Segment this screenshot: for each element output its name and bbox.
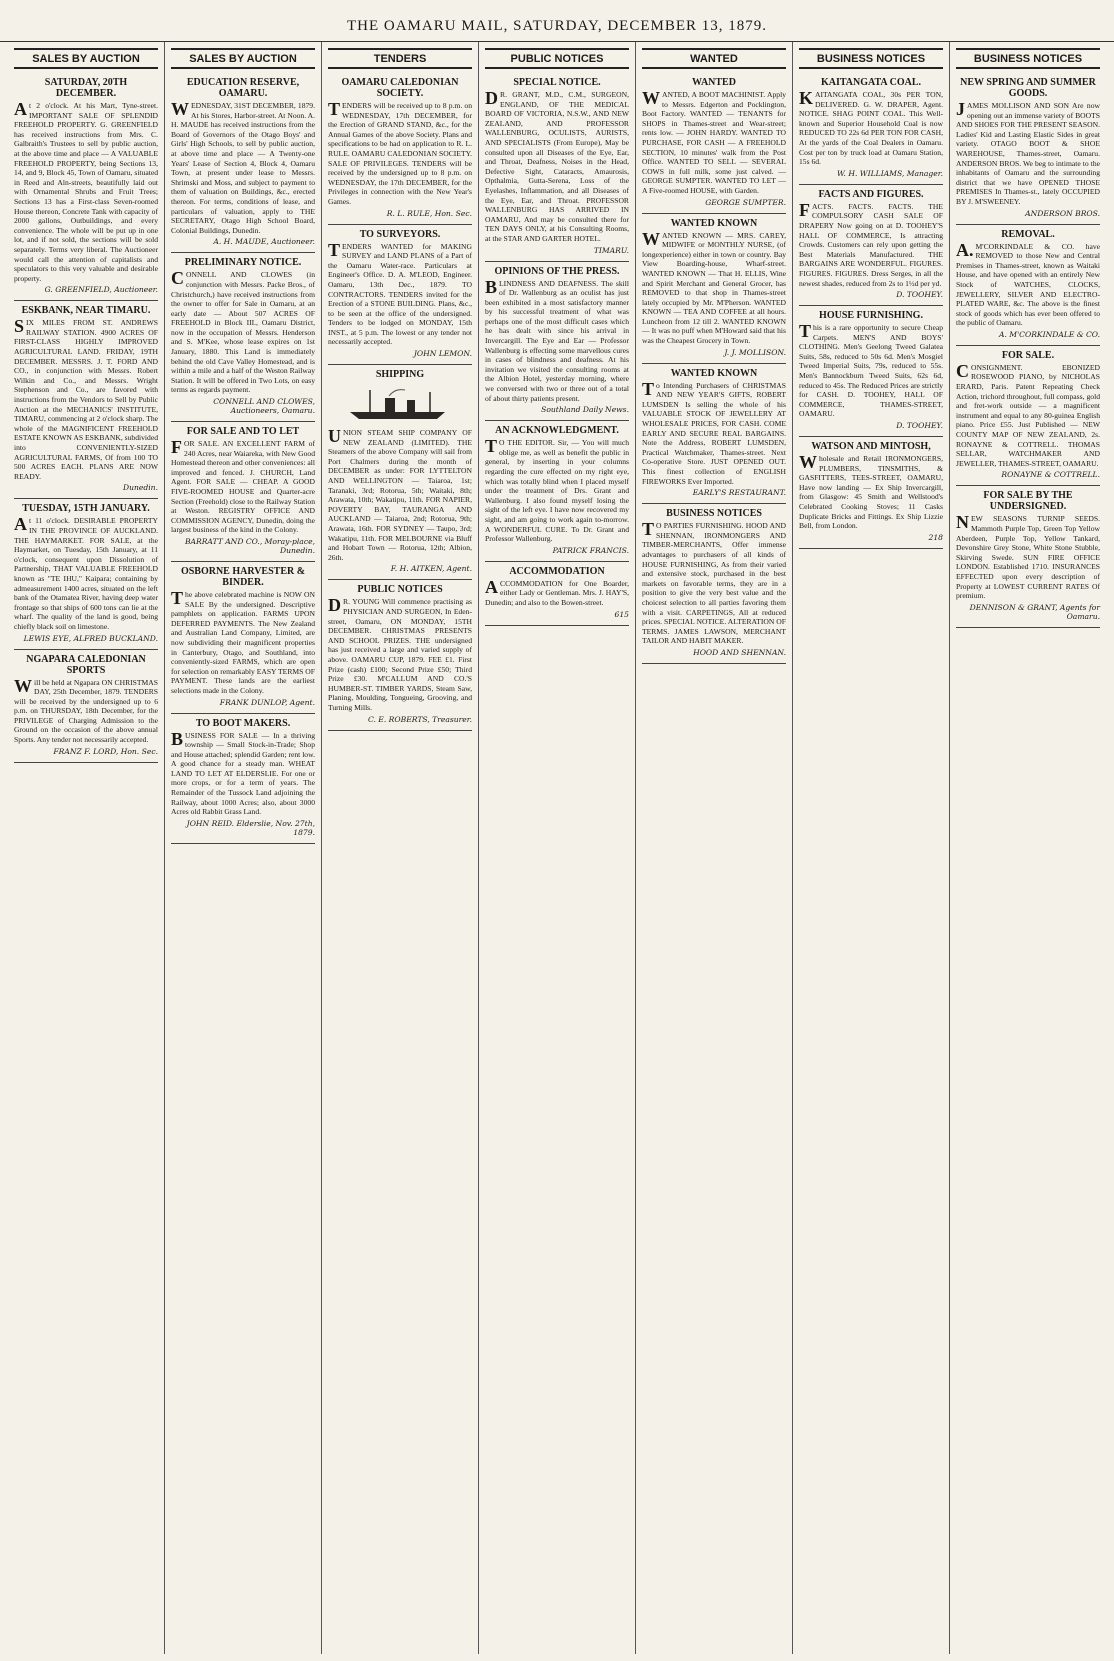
advertisement (328, 365, 472, 580)
ad-signature: BARRATT AND CO., Moray-place, Dunedin. (184, 536, 315, 555)
ad-signature: JOHN LEMON. (413, 349, 472, 359)
advertisement (328, 73, 472, 225)
ad-signature: D. TOOHEY. (896, 290, 943, 300)
ad-title: OAMARU CALEDONIAN SOCIETY. (341, 77, 459, 99)
ad-body: TO PARTIES FURNISHING. HOOD AND SHENNAN, IRONMONGERS AND TIMBER-MERCHANTS, Offer immense advantages to purchasers of all kinds of HOUSE FURNISHING, As from their varied and extensive stock, purchased in the best markets on favorable terms, they are in a position to give the very best value and the choicest selection to all parties favoring them with a visit. CARPETINGS, All at reduced prices. SPECIAL NOTICE. ALTERATION OF TERMS. JAMES LAWSON, MERCHANT TAILOR AND HABIT MAKER. (642, 519, 786, 646)
ad-signature: D. TOOHEY. (896, 421, 943, 431)
column-6 (793, 42, 950, 1654)
ad-body: WANTED, A BOOT MACHINIST. Apply to Messrs. Edgerton and Pocklington, Boot Factory. WANTED — TENANTS for SHOPS in Thames-street and Wear-street; rents low. — JOHN HARDY. WANTED TO PURCHASE, FOR CASH — A FREEHOLD SECTION, 10 minutes' walk from the Post Office. WANTED TO SELL — SEVERAL COWS in full milk, some just calved. — GEORGE SUMPTER. WANTED TO LET — A Five-roomed HOUSE, with Garden. (642, 88, 786, 195)
ad-title: ACCOMMODATION (509, 565, 605, 577)
ad-body: SIX MILES FROM ST. ANDREWS RAILWAY STATION. 4900 ACRES OF FIRST-CLASS HIGHLY IMPROVED AGRICULTURAL LAND. FRIDAY, 19TH DECEMBER. MESSRS. J. T. FORD AND CO., in conjunction with Messrs. Robert Wilkin and Co., and Messrs. Wright Stephenson and Co., are favored with instructions from the Vendors to Sell by Public Auction at the MECHANICS' INSTITUTE, TIMARU, commencing at 2 o'clock sharp. The whole of the MAGNIFICENT FREEHOLD ESTATE KNOWN AS ESKBANK, subdivided into CONVENIENTLY-SIZED AGRICULTURAL FARMS, Of from 100 TO 500 ACRES EACH. PLANS ARE NOW READY. (14, 316, 158, 481)
ad-title: AN ACKNOWLEDGMENT. (495, 425, 619, 437)
ad-body: NEW SEASONS TURNIP SEEDS. Mammoth Purple Top, Green Top Yellow Aberdeen, Purple Top, Yellow Tankard, Devonshire Grey Stone, White Stone Stubble, Skirving Swede. SUN FIRE OFFICE LONDON. Established 1710. INSURANCES EFFECTED upon every description of Property at LOWEST CURRENT RATES Of premium. (956, 512, 1100, 601)
advertisement (171, 422, 315, 562)
ad-signature: W. H. WILLIAMS, Manager. (837, 168, 943, 178)
ad-body: TO THE EDITOR. Sir, — You will much oblige me, as well as benefit the public in general, by inserting in your columns regarding the cure effected on my right eye, which was totally blind when I placed myself under the treatment of Drs. Grant and Wallenburg. I also found myself losing the sight of the left eye. I have now recovered my sight, and am going to work again to-morrow. A WONDERFUL CURE. To Dr. Grant and Professor Wallenburg. (485, 436, 629, 544)
advertisement (485, 73, 629, 262)
ad-title: NGAPARA CALEDONIAN SPORTS (26, 653, 146, 676)
ad-title: NEW SPRING AND SUMMER GOODS. (960, 77, 1096, 99)
column-heading: SALES BY AUCTION (171, 48, 315, 69)
column-heading: PUBLIC NOTICES (485, 48, 629, 69)
advertisement (799, 437, 943, 549)
ad-body: DR. GRANT, M.D., C.M., SURGEON, ENGLAND, OF THE MEDICAL BOARD OF VICTORIA, N.S.W., AND NEW ZEALAND, AND PROFESSOR WALLENBURG, OCULISTS, AURISTS, AND SPECIALISTS (From Europe), May be consulted upon all Diseases of the Eye, Ear, and Throat, Deafness, Noises in the Head, Defective Sight, Cataracts, Amaurosis, Opthalmia, Gutta-Serena, Loss of the Eyelashes, Inflammation, and all Diseases of the Eye, Ear, and Throat. PROFESSOR WALLENBURG HAS ARRIVED IN OAMARU, And may be consulted there for TEN DAYS ONLY, at his Consulting Rooms, at the STAR AND GARTER HOTEL. (485, 88, 629, 243)
ad-title: TO SURVEYORS. (359, 228, 441, 240)
ad-body: Wholesale and Retail IRONMONGERS, PLUMBERS, TINSMITHS, & GASFITTERS, TEES-STREET, OAMARU, Have now landing — Ex Ship Invercargill, from Glasgow: 45 Smith and Wellstood's Celebrated Cooking Stoves; 11 Casks Duplicate Bricks and Fittings. Ex Ship Lizzie Bell, from London. (799, 452, 943, 531)
newspaper-columns (8, 42, 1106, 1654)
ad-signature: J. J. MOLLISON. (724, 347, 786, 357)
ad-title: OSBORNE HARVESTER & BINDER. (180, 565, 306, 588)
advertisement (799, 306, 943, 437)
ad-body: At 2 o'clock. At his Mart, Tyne-street. IMPORTANT SALE OF SPLENDID FREEHOLD PROPERTY. G. GREENFIELD has received instructions from Mrs. C. Galbraith's Trustees to sell by public auction, at the above time and place — A VALUABLE FREEHOLD PROPERTY, being Sections 13, 14, and 9, Block 45, Town of Oamaru, situated in Reed and Aln-streets, beautifully laid out with Ornamental Shrubs and Fruit Trees; Sections 13 has a First-class Seven-roomed House thereon, Concrete Tank with capacity of 2000 gallons, Outbuildings, and every convenience. The whole will be put up in one lot, and if not sold, the sections will be sold separately. Terms very liberal. The Auctioneer would call the attention of capitalists and speculators to this very valuable and desirable property. (14, 99, 158, 283)
ad-title: FOR SALE AND TO LET (186, 426, 300, 438)
ad-body: ACCOMMODATION for One Boarder, either Lady or Gentleman. Mrs. J. HAY'S, Dunedin; and also to the Bowen-street. (485, 576, 629, 607)
ad-title: SHIPPING (375, 369, 425, 381)
ad-signature: 218 (928, 532, 943, 542)
ad-body: FOR SALE. AN EXCELLENT FARM of 240 Acres, near Waiareka, with New Good Homestead thereon and other conveniences: all improved and fenced. J. CHURCH, Land Agent. FOR SALE — CHEAP. A GOOD FIVE-ROOMED HOUSE and Quarter-acre Section (Freehold) close to the Railway Station at Weston. REGISTRY OFFICE AND COMMISSION AGENCY, Dunedin, doing the largest business of the kind in the Colony. (171, 437, 315, 535)
ad-title: BUSINESS NOTICES (666, 508, 762, 520)
advertisement (328, 580, 472, 730)
advertisement (799, 185, 943, 306)
column-heading: BUSINESS NOTICES (956, 48, 1100, 69)
ad-signature: PATRICK FRANCIS. (552, 545, 629, 555)
advertisement (171, 714, 315, 844)
ad-signature: EARLY'S RESTAURANT. (692, 488, 786, 498)
advertisement (956, 73, 1100, 225)
ad-title: WANTED KNOWN (670, 367, 758, 379)
ad-signature: RONAYNE & COTTRELL. (1001, 470, 1100, 480)
ad-signature: GEORGE SUMPTER. (705, 197, 786, 207)
ad-signature: Southland Daily News. (541, 405, 629, 415)
advertisement (485, 262, 629, 422)
ad-signature: F. H. AITKEN, Agent. (390, 564, 472, 574)
ad-signature: CONNELL AND CLOWES, Auctioneers, Oamaru. (213, 397, 315, 416)
advertisement (642, 504, 786, 664)
ad-body: This is a rare opportunity to secure Cheap Carpets. MEN'S AND BOYS' CLOTHING. Men's Geelong Tweed Galatea Suits, 58s, reduced to 50s 6d. Men's Mosgiel Tweed Imperial Suits, 79s, reduced to 55s. Men's Bannockburn Tweed Suits, 62s 6d, reduced to 45s. The Reduced Prices are strictly for CASH. D. TOOHEY, HALL OF COMMERCE, THAMES-STREET, OAMARU. (799, 321, 943, 419)
ad-signature: Dunedin. (123, 483, 158, 493)
advertisement (956, 225, 1100, 346)
advertisement (14, 301, 158, 499)
ad-body: A.M'CORKINDALE & CO. have REMOVED to those New and Central Premises in Thames-street, known as Waitaki House, and have opened with an entirely New Stock of WATCHES, CLOCKS, JEWELLERY, SILVER AND ELECTRO-PLATED WARE, &c. The above is the finest stock of goods which has ever been offered to the public of Oamaru. (956, 239, 1100, 328)
ad-signature: LEWIS EYE, ALFRED BUCKLAND. (23, 633, 158, 643)
ad-title: WANTED KNOWN (670, 217, 758, 229)
column-heading: TENDERS (328, 48, 472, 69)
advertisement (14, 499, 158, 649)
advertisement (956, 346, 1100, 487)
ad-title: ESKBANK, NEAR TIMARU. (21, 305, 151, 317)
advertisement (328, 225, 472, 366)
ad-signature: HOOD AND SHENNAN. (693, 647, 786, 657)
advertisement (642, 214, 786, 364)
ad-title: TO BOOT MAKERS. (195, 717, 291, 729)
ad-body: UNION STEAM SHIP COMPANY OF NEW ZEALAND (LIMITED). THE Steamers of the above Company will sail from Port Chalmers during the month of DECEMBER as under: FOR LYTTELTON AND WELLINGTON — Taiaroa, 1st; Taranaki, 3rd; Rotorua, 5th; Waitaki, 8th; Arawata, 10th; Wakatipu, 11th. FOR NAPIER, POVERTY BAY, TAURANGA AND AUCKLAND — Taiaroa, 2nd; Rotorua, 9th; Arawata, 16th. FOR SYDNEY — Taupo, 3rd; Wakatipu, 11th. FOR MELBOURNE via Bluff and Hobart Town — Rotorua, 12th; Albion, 26th. (328, 426, 472, 562)
ad-signature: C. E. ROBERTS, Treasurer. (367, 714, 472, 724)
advertisement (171, 562, 315, 714)
ad-title: PUBLIC NOTICES (357, 584, 443, 596)
ad-title: SATURDAY, 20TH DECEMBER. (44, 77, 128, 99)
ad-body: KAITANGATA COAL, 30s PER TON, DELIVERED. G. W. DRAPER, Agent. NOTICE. SHAG POINT COAL. This Well-known and Superior Household Coal is now REDUCED TO 22s 6d PER TON FOR CASH, At the yards of the Coal Dealers in Oamaru. Cost per ton by truck load at Oamaru Station, 15s 6d. (799, 88, 943, 167)
ad-body: JAMES MOLLISON AND SON Are now opening out an immense variety of BOOTS AND SHOES FOR THE PRESENT SEASON. Ladies' Kid and Lasting Elastic Sides in great variety. OTAGO BOOT & SHOE WAREHOUSE, Thames-street, Oamaru. ANDERSON BROS. We beg to intimate to the inhabitants of Oamaru and the surrounding district that we have OPENED THOSE PREMISES In Thames-st., lately OCCUPIED BY J. M'SWEENEY. (956, 99, 1100, 206)
ad-body: FACTS. FACTS. FACTS. THE COMPULSORY CASH SALE OF DRAPERY Now going on at D. TOOHEY'S HALL OF COMMERCE, Is attracting Crowds. Customers can rely upon getting the Best Materials Manufactured. THE BARGAINS ARE WONDERFUL. FIGURES. FIGURES. FIGURES. Dress Serges, in all the newest shades, reduced from 2s to 1½d per yd. (799, 199, 943, 288)
column-4 (479, 42, 636, 1654)
advertisement (799, 73, 943, 185)
ad-signature: 615 (614, 609, 629, 619)
column-3 (322, 42, 479, 1654)
advertisement (14, 73, 158, 301)
ad-signature: R. L. RULE, Hon. Sec. (386, 208, 472, 218)
ad-title: WATSON AND MINTOSH, (811, 441, 931, 453)
ad-body: TENDERS WANTED for MAKING SURVEY and LAND PLANS of a Part of the Oamaru Water-race. Particulars at Engineer's Office. D. A. M'LEOD, Engineer. Oamaru, 13th Dec., 1879. TO CONTRACTORS. TENDERS invited for the Erection of a STONE BUILDING. Plans, &c., to be seen at the office of the undersigned. Tenders to be lodged on MONDAY, 15th INST., at 5 p.m. The lowest or any tender not necessarily accepted. (328, 239, 472, 347)
ad-title: PRELIMINARY NOTICE. (184, 257, 302, 269)
ad-signature: FRANZ F. LORD, Hon. Sec. (53, 746, 158, 756)
masthead (0, 0, 1114, 42)
ad-title: FOR SALE BY THE UNDERSIGNED. (983, 490, 1073, 513)
advertisement (485, 421, 629, 562)
ad-body: CONSIGNMENT. EBONIZED ROSEWOOD PIANO, by NICHOLAS ERARD, Paris. Patent Repeating Check Action, trichord throughout, full compass, gold and fret-work outside — a magnificent instrument and equal to any 80-guinea English piano. Price £55. Just Published — NEW COUNTY MAP OF NEW ZEALAND, 2s. RONAYNE & COTTRELL. THOMAS SELLAR, WATCHMAKER AND JEWELLER, THAMES-STREET, OAMARU. (956, 360, 1100, 468)
column-heading: BUSINESS NOTICES (799, 48, 943, 69)
ad-signature: DENNISON & GRANT, Agents for Oamaru. (969, 602, 1100, 621)
ad-title: TUESDAY, 15TH JANUARY. (22, 503, 150, 515)
ad-title: FOR SALE. (1001, 349, 1055, 361)
advertisement (956, 486, 1100, 627)
ad-body: DR. YOUNG Will commence practising as PHYSICIAN AND SURGEON, In Eden-street, Oamaru, ON MONDAY, 15TH DECEMBER. CHRISTMAS PRESENTS AND SCHOOL PRIZES. THE undersigned has just received a large and varied supply of above. OAMARU CUP, 1879. FEE £1. First Prize (cash) £100; Second Prize £50; Third Prize £30. M'CALLUM AND CO.'S HUMBER-ST. TIMBER YARDS, Steam Saw, Planing, Moulding, Tongueing, Grooving, and Turning Mills. (328, 595, 472, 712)
advertisement (642, 73, 786, 214)
ad-title: WANTED (692, 77, 736, 88)
ad-body: WANTED KNOWN — MRS. CAREY, MIDWIFE or MONTHLY NURSE, (of longexperience) either in town or country. Bay View Boarding-house, Wharf-street. WANTED KNOWN — That H. ELLIS, Wine and Spirit Merchant and General Grocer, has REMOVED to that shop in Thames-street lately occupied by Mr. M'Pherson. WANTED KNOWN — TEA AND COFFEE at all hours. Luncheon from 12 till 2. WANTED KNOWN — It was no puff when M'Howard said that his was the Cheapest Grocery in Town. (642, 228, 786, 346)
ad-signature: JOHN REID. Elderslie, Nov. 27th, 1879. (186, 818, 315, 837)
ad-signature: ANDERSON BROS. (1025, 208, 1100, 218)
ad-body: At 11 o'clock. DESIRABLE PROPERTY IN THE PROVINCE OF AUCKLAND. THE HAYMARKET. FOR SALE, at the Haymarket, on Tuesday, 15th January, at 11 o'clock, consequent upon Dissolution of Partnership, THAT VALUABLE FREEHOLD known as "TE IHU," Kaipara; containing by admeasurement 1400 acres, situated on the left bank of the Otamatea River, having deep water frontage so that ships of 600 tons can lie at the wharf. The quality of the land is good, being chiefly black soil on limestone. (14, 514, 158, 631)
ad-title: REMOVAL. (1001, 228, 1055, 240)
advertisement (14, 650, 158, 763)
advertisement (171, 253, 315, 422)
column-1 (8, 42, 165, 1654)
ad-body: The above celebrated machine is NOW ON SALE By the undersigned. Descriptive pamphlets on application. FARMS UPON DEFERRED PAYMENTS. The New Zealand and Australian Land Company, Limited, are now subdividing their magnificent properties in Canterbury, Otago, and Southland, into conveniently-sized FARMS, which are open for selection on remarkably EASY TERMS OF PAYMENT. These lands are the earliest selections made in the Colony. (171, 587, 315, 695)
ad-body: TENDERS will be received up to 8 p.m. on WEDNESDAY, 17th DECEMBER, for the Erection of GRAND STAND, &c., for the Annual Games of the above Society. Plans and specifications to be had on application to R. L. RULE. OAMARU CALEDONIAN SOCIETY. SALE OF PRIVILEGES. TENDERS will be received by the undersigned up to 8 p.m. on WEDNESDAY, the 17th DECEMBER, for the Privileges in connection with the New Year's Games. (328, 99, 472, 206)
advertisement (171, 73, 315, 253)
ad-signature: FRANK DUNLOP, Agent. (219, 697, 315, 707)
column-2 (165, 42, 322, 1654)
ad-title: FACTS AND FIGURES. (818, 188, 924, 200)
advertisement (642, 364, 786, 505)
ad-body: Will be held at Ngapara ON CHRISTMAS DAY, 25th December, 1879. TENDERS will be received by the undersigned up to 6 p.m. on THURSDAY, 18th December, for the PRIVILEGE of Charging Admission to the Ground on the occasion of the above annual Sports. Any tender not necessarily accepted. (14, 675, 158, 745)
column-7 (950, 42, 1106, 1654)
ad-signature: A. H. MAUDE, Auctioneer. (213, 237, 315, 247)
ad-body: BLINDNESS AND DEAFNESS. The skill of Dr. Wallenburg as an oculist has just been exhibited in a most satisfactory manner by his successful treatment of what was perhaps one of the most difficult cases which he has dealt with since his arrival in Invercargill. The Eye and Ear — Professor Wallenburg is effecting some marvellous cures in cases of blindness and deafness. At his invitation we visited the consulting rooms at the Albion Hotel, yesterday morning, where we conversed with two or three out of a total of about thirty patients present. (485, 276, 629, 403)
ad-body: BUSINESS FOR SALE — In a thriving township — Small Stock-in-Trade; Shop and House attached; splendid Garden; rent low. A good chance for a steady man. WHEAT LAND TO LET AT ELDERSLIE. For one or more crops, or for a term of years. The Remainder of the Tussock Land adjoining the Railway, about 1000 Acres; also, about 3000 Acres old Rabbit Grass Land. (171, 728, 315, 817)
ad-body: To Intending Purchasers of CHRISTMAS AND NEW YEAR'S GIFTS, ROBERT LUMSDEN Is selling the whole of his VALUABLE STOCK OF JEWELLERY AT WHOLESALE PRICES, FOR CASH. COME EARLY AND SECURE REAL BARGAINS. Note the Address, ROBERT LUMSDEN, Practical Watchmaker, Thames-street. Next Co-operative Store. JUST OPENED OUT. This finest collection of ENGLISH FIREWORKS Ever Imported. (642, 378, 786, 486)
ad-title: EDUCATION RESERVE, OAMARU. (186, 77, 300, 99)
ad-body: WEDNESDAY, 31ST DECEMBER, 1879. At his Stores, Harbor-street. At Noon. A. H. MAUDE has received instructions from the Board of Governors of the Otago Boys' and Girls' High Schools, to sell by public auction, at above time and place — A Twenty-one Years' Lease of Section 4, Block 4, Oamaru Town, at present under lease to Messrs. Shrimski and Moss, and subject to payment to them of valuation on Buildings, &c., erected thereon. For terms, conditions of lease, and particulars of valuation, apply to THE SECRETARY, Otago High School Board, Colonial Buildings, Dunedin. (171, 99, 315, 235)
column-5 (636, 42, 793, 1654)
ad-title: HOUSE FURNISHING. (819, 310, 923, 322)
ad-body: CONNELL AND CLOWES (in conjunction with Messrs. Packe Bros., of Christchurch,) have received instructions from the owner to offer for Sale in Oamaru, at an early date — About 507 ACRES OF FREEHOLD in Block III., Oamaru District, now in the occupation of Messrs. Henderson and S. M'Kee, whose lease expires on 1st January, 1880. This Land is immediately behind the old Cave Valley Homestead, and is within a mile and a half of the Weston Railway Station. It will be offered in Two Lots, on easy terms as regards payment. (171, 268, 315, 395)
ad-signature: TIMARU. (593, 245, 629, 255)
advertisement (485, 562, 629, 626)
column-heading: WANTED (642, 48, 786, 69)
masthead-title: THE OAMARU MAIL, SATURDAY, DECEMBER 13, 1879. (346, 18, 768, 34)
ad-title: OPINIONS OF THE PRESS. (494, 265, 620, 277)
column-heading: SALES BY AUCTION (14, 48, 158, 69)
steamship-illustration (328, 384, 472, 424)
ad-signature: G. GREENFIELD, Auctioneer. (44, 285, 158, 295)
ad-title: KAITANGATA COAL. (820, 77, 921, 88)
ad-signature: A. M'CORKINDALE & CO. (999, 329, 1100, 339)
ad-title: SPECIAL NOTICE. (513, 77, 601, 88)
